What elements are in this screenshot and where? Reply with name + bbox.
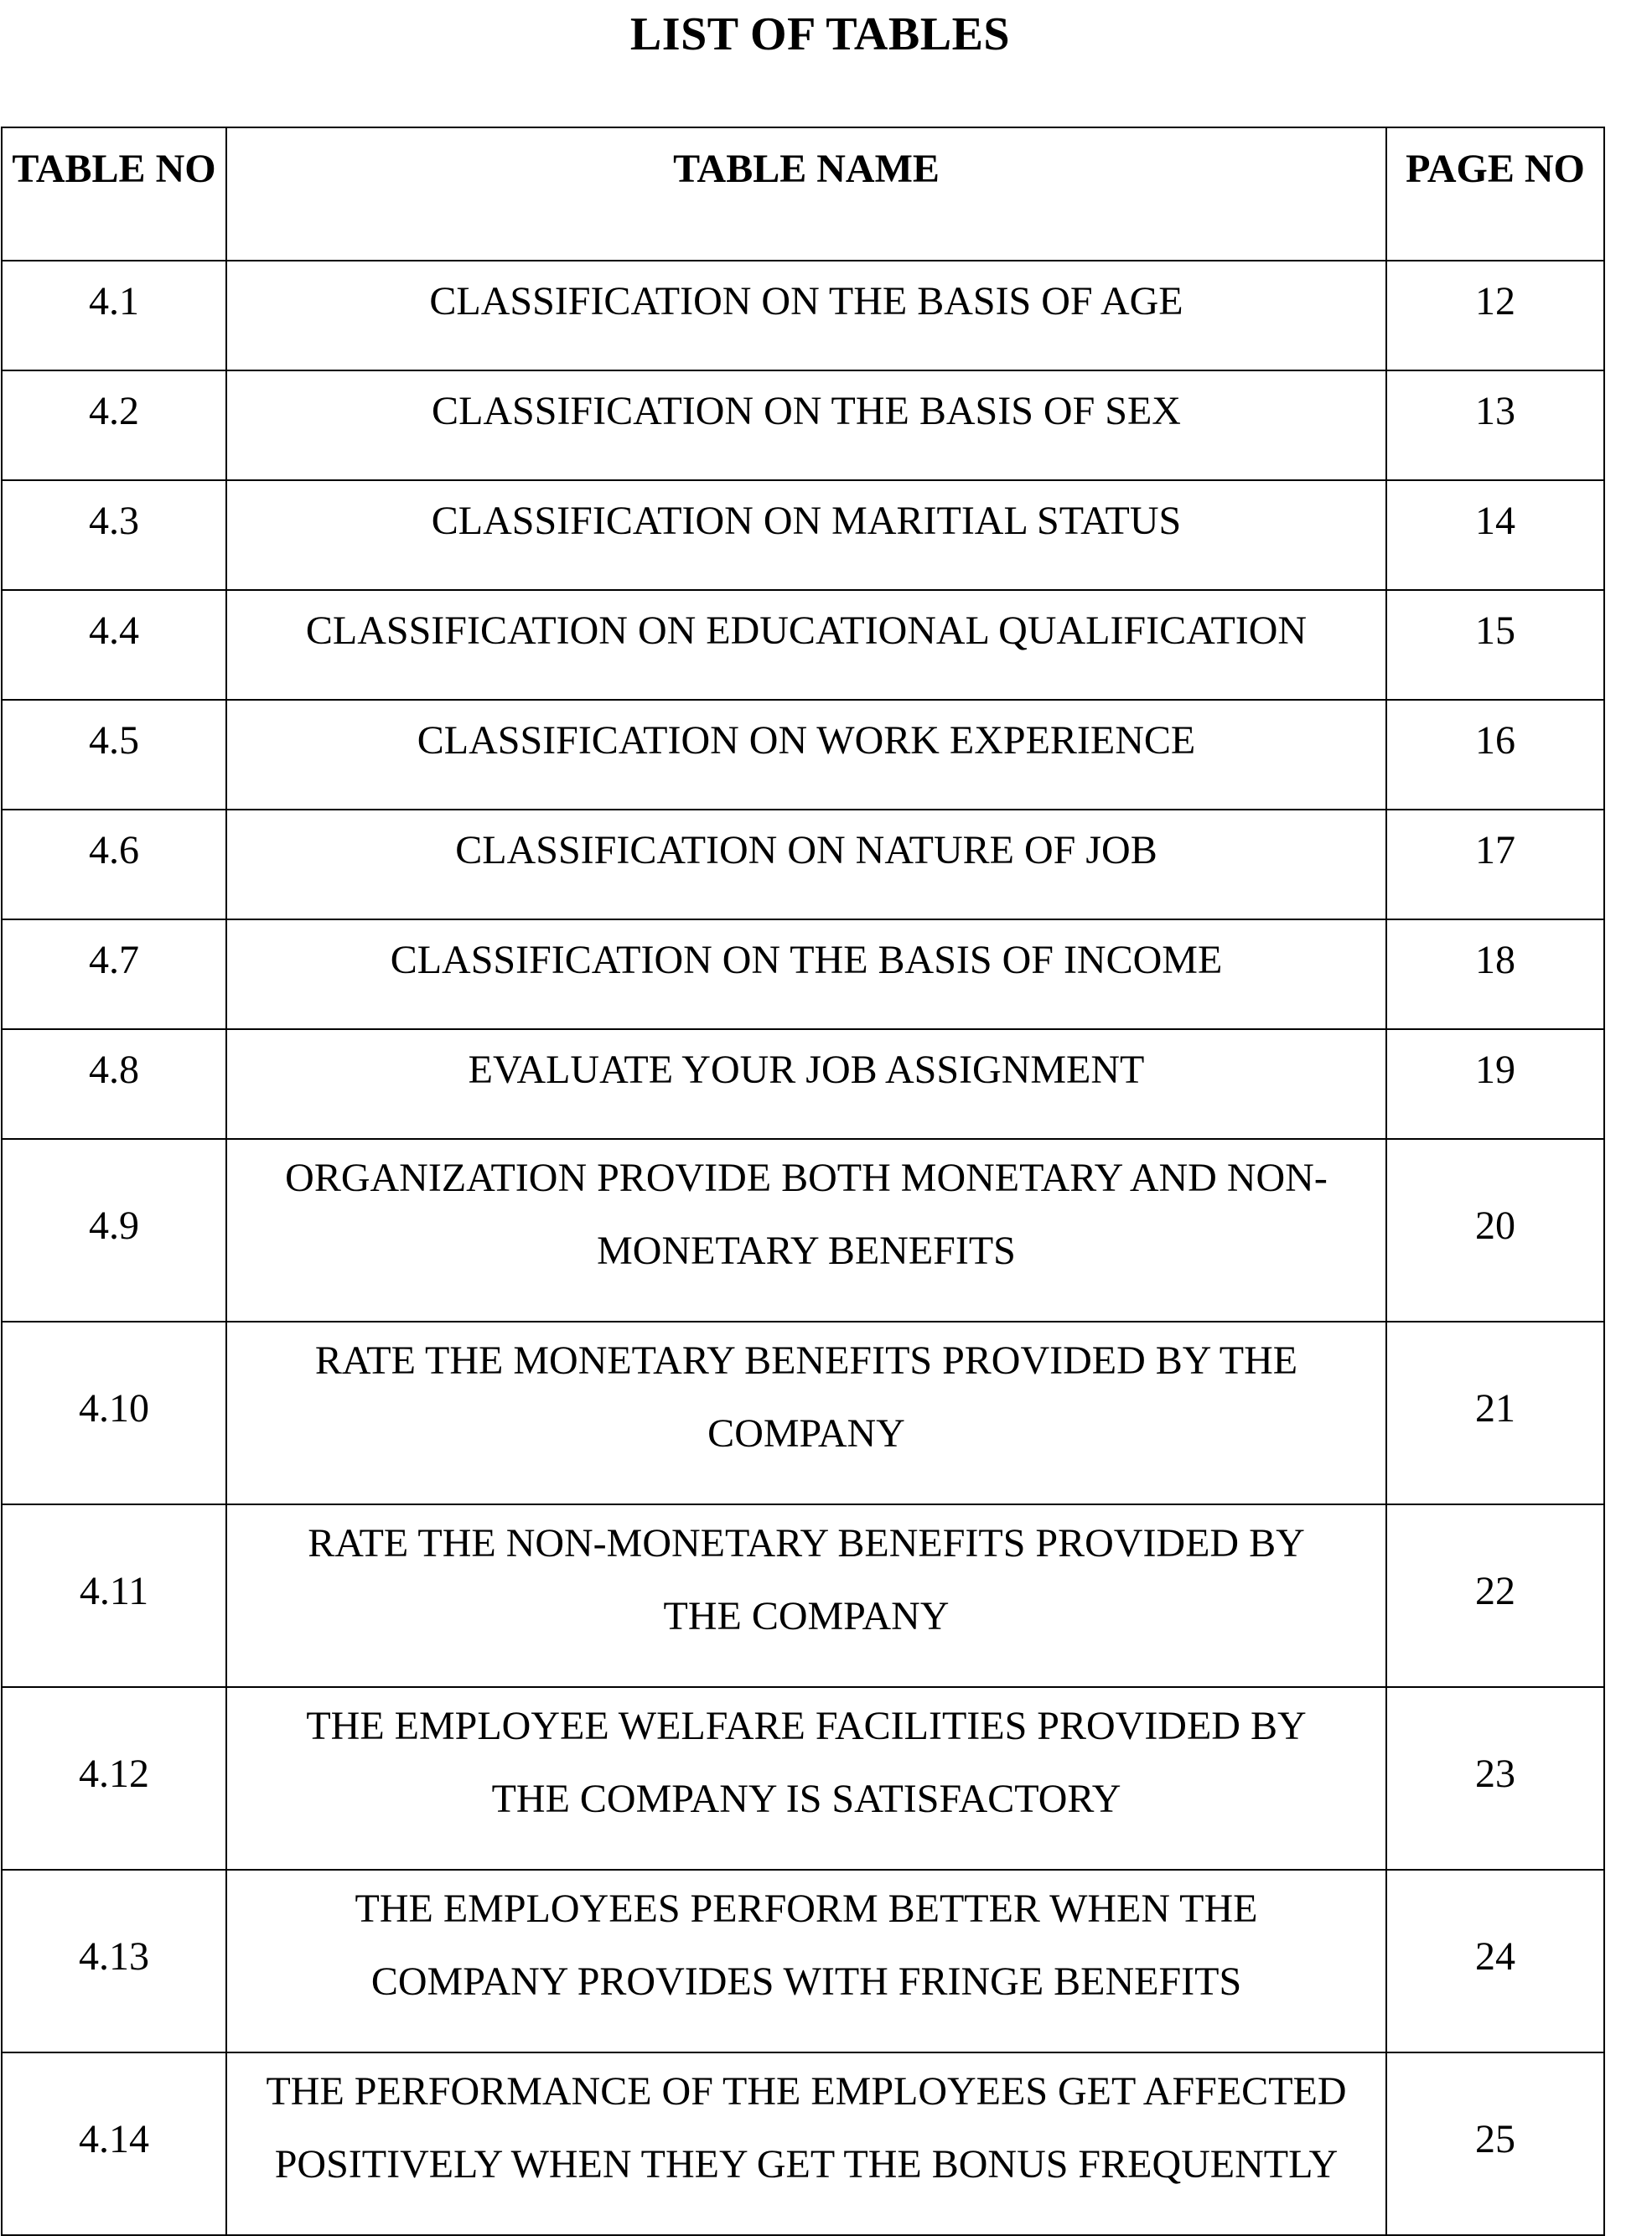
table-number: 4.13 bbox=[2, 1870, 226, 2052]
page-number: 19 bbox=[1386, 1029, 1604, 1139]
page-number: 21 bbox=[1386, 1322, 1604, 1504]
page-number: 22 bbox=[1386, 1504, 1604, 1687]
page-title: LIST OF TABLES bbox=[629, 8, 1011, 60]
table-row bbox=[2, 2052, 1604, 2235]
table-row bbox=[2, 590, 1604, 700]
table-row bbox=[2, 370, 1604, 480]
table-name bbox=[226, 1504, 1386, 1687]
table-row bbox=[2, 700, 1604, 810]
table-number: 4.11 bbox=[2, 1504, 226, 1687]
page-number: 12 bbox=[1386, 261, 1604, 370]
table-row bbox=[2, 1687, 1604, 1870]
header-table-name: TABLE NAME bbox=[226, 127, 1386, 261]
table-number: 4.4 bbox=[2, 590, 226, 700]
table-name bbox=[226, 1139, 1386, 1322]
table-number: 4.14 bbox=[2, 2052, 226, 2235]
page-number: 23 bbox=[1386, 1687, 1604, 1870]
page-number: 13 bbox=[1386, 370, 1604, 480]
table-name-line: THE PERFORMANCE OF THE EMPLOYEES GET AFFECTED bbox=[266, 2069, 1347, 2114]
header-table-no: TABLE NO bbox=[2, 127, 226, 261]
table-number: 4.12 bbox=[2, 1687, 226, 1870]
page-number: 18 bbox=[1386, 919, 1604, 1029]
table-name: CLASSIFICATION ON THE BASIS OF SEX bbox=[226, 370, 1386, 480]
table-number: 4.6 bbox=[2, 810, 226, 919]
table-number: 4.9 bbox=[2, 1139, 226, 1322]
table-row bbox=[2, 261, 1604, 370]
table-number: 4.7 bbox=[2, 919, 226, 1029]
table-number: 4.1 bbox=[2, 261, 226, 370]
table-row bbox=[2, 1870, 1604, 2052]
table-number: 4.10 bbox=[2, 1322, 226, 1504]
table-row bbox=[2, 1322, 1604, 1504]
header-page-no: PAGE NO bbox=[1386, 127, 1604, 261]
table-name-line: RATE THE MONETARY BENEFITS PROVIDED BY THE bbox=[314, 1338, 1298, 1383]
table-name: CLASSIFICATION ON THE BASIS OF AGE bbox=[226, 261, 1386, 370]
table-name bbox=[226, 1870, 1386, 2052]
table-number: 4.8 bbox=[2, 1029, 226, 1139]
table-name-line: COMPANY PROVIDES WITH FRINGE BENEFITS bbox=[370, 1959, 1242, 2004]
table-name bbox=[226, 2052, 1386, 2235]
table-name-line: RATE THE NON-MONETARY BENEFITS PROVIDED BY bbox=[308, 1521, 1305, 1566]
table-number: 4.5 bbox=[2, 700, 226, 810]
page-number: 17 bbox=[1386, 810, 1604, 919]
page-number: 24 bbox=[1386, 1870, 1604, 2052]
table-name-line: THE COMPANY IS SATISFACTORY bbox=[491, 1777, 1121, 1821]
table-name-line: COMPANY bbox=[707, 1411, 905, 1456]
table-name bbox=[226, 1687, 1386, 1870]
page-number: 14 bbox=[1386, 480, 1604, 590]
table-name: CLASSIFICATION ON MARITIAL STATUS bbox=[226, 480, 1386, 590]
table-name: CLASSIFICATION ON WORK EXPERIENCE bbox=[226, 700, 1386, 810]
table-header-row bbox=[2, 127, 1604, 261]
table-row bbox=[2, 810, 1604, 919]
table-name-line: THE EMPLOYEES PERFORM BETTER WHEN THE bbox=[355, 1887, 1258, 1931]
table-name: CLASSIFICATION ON EDUCATIONAL QUALIFICATION bbox=[226, 590, 1386, 700]
page-number: 25 bbox=[1386, 2052, 1604, 2235]
table-row bbox=[2, 1139, 1604, 1322]
table-name-line: MONETARY BENEFITS bbox=[597, 1229, 1016, 1273]
table-name-line: THE EMPLOYEE WELFARE FACILITIES PROVIDED BY bbox=[306, 1704, 1307, 1748]
table-name: CLASSIFICATION ON THE BASIS OF INCOME bbox=[226, 919, 1386, 1029]
table-name: CLASSIFICATION ON NATURE OF JOB bbox=[226, 810, 1386, 919]
table-name bbox=[226, 1322, 1386, 1504]
list-of-tables bbox=[1, 127, 1605, 2236]
page-number: 15 bbox=[1386, 590, 1604, 700]
table-row bbox=[2, 1504, 1604, 1687]
table-name-line: THE COMPANY bbox=[663, 1594, 950, 1638]
table-name-line: ORGANIZATION PROVIDE BOTH MONETARY AND NON- bbox=[285, 1156, 1328, 1200]
table-row bbox=[2, 1029, 1604, 1139]
table-name-line: POSITIVELY WHEN THEY GET THE BONUS FREQUENTLY bbox=[274, 2142, 1339, 2187]
table-number: 4.2 bbox=[2, 370, 226, 480]
page-number: 16 bbox=[1386, 700, 1604, 810]
page-number: 20 bbox=[1386, 1139, 1604, 1322]
table-row bbox=[2, 919, 1604, 1029]
table-row bbox=[2, 480, 1604, 590]
table-number: 4.3 bbox=[2, 480, 226, 590]
table-name: EVALUATE YOUR JOB ASSIGNMENT bbox=[226, 1029, 1386, 1139]
